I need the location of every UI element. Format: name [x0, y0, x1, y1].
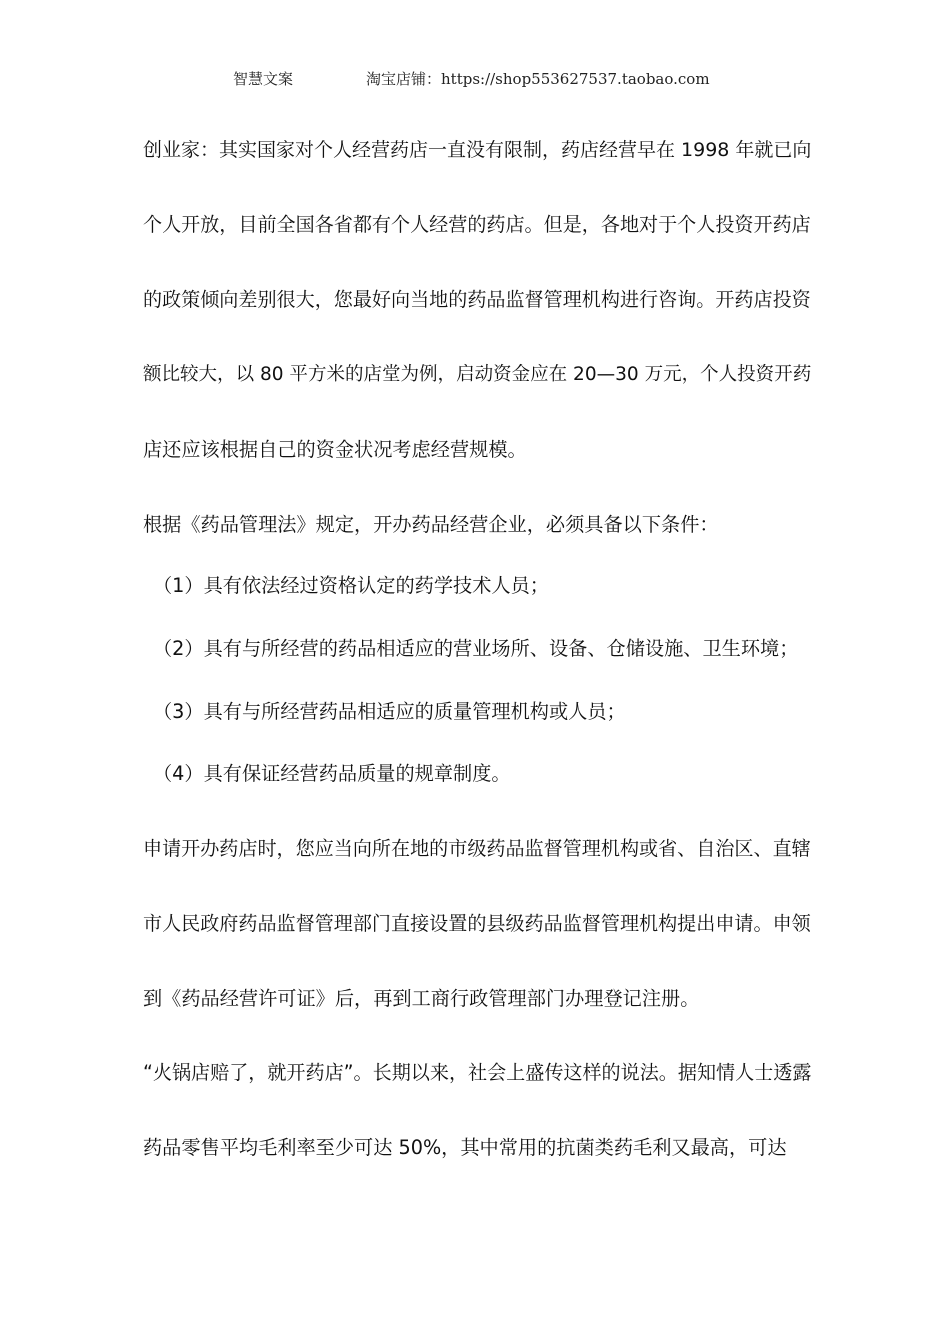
text-line: “火锅店赔了，就开药店”。长期以来，社会上盛传这样的说法。据知情人士透露: [143, 1061, 812, 1084]
text-line: 申请开办药店时，您应当向所在地的市级药品监督管理机构或省、自治区、直辖: [143, 837, 811, 860]
text-line: 额比较大，以 80 平方米的店堂为例，启动资金应在 20—30 万元，个人投资开药: [143, 364, 812, 385]
text-line: 个人开放，目前全国各省都有个人经营的药店。但是，各地对于个人投资开药店: [143, 213, 811, 236]
text-line: 的政策倾向差别很大，您最好向当地的药品监督管理机构进行咨询。开药店投资: [143, 288, 811, 311]
text-line: 根据《药品管理法》规定，开办药品经营企业，必须具备以下条件：: [143, 513, 719, 536]
page-header: [0, 66, 950, 94]
list-item: （1）具有依法经过资格认定的药学技术人员；: [153, 574, 549, 597]
text-line: 店还应该根据自己的资金状况考虑经营规模。: [143, 438, 527, 461]
header-shop-link[interactable]: 淘宝店铺：https://shop553627537.taobao.com: [366, 70, 710, 88]
text-line: 创业家：其实国家对个人经营药店一直没有限制，药店经营早在 1998 年就已向: [143, 139, 812, 161]
header-brand: 智慧文案: [233, 70, 294, 88]
list-item: （3）具有与所经营药品相适应的质量管理机构或人员；: [153, 700, 626, 723]
text-line: 市人民政府药品监督管理部门直接设置的县级药品监督管理机构提出申请。申领: [143, 912, 811, 935]
text-line: 到《药品经营许可证》后，再到工商行政管理部门办理登记注册。: [143, 987, 700, 1010]
text-line: 药品零售平均毛利率至少可达 50%，其中常用的抗菌类药毛利又最高，可达: [143, 1136, 787, 1159]
list-item: （4）具有保证经营药品质量的规章制度。: [153, 762, 511, 785]
list-item: （2）具有与所经营的药品相适应的营业场所、设备、仓储设施、卫生环境；: [153, 637, 799, 660]
